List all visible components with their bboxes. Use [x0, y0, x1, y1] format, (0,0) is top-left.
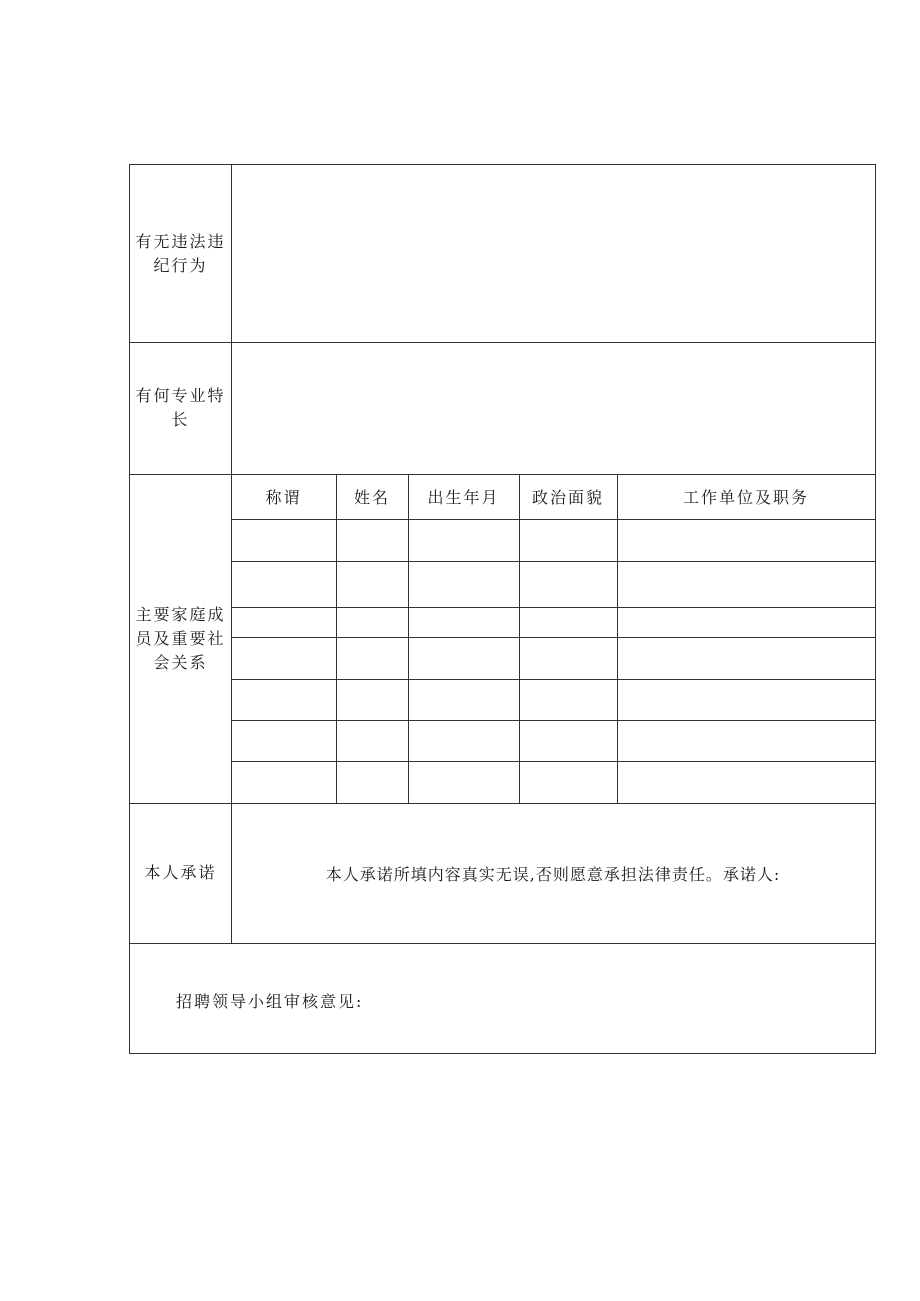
- violation-label: 有无违法违纪行为: [135, 231, 226, 275]
- family-header-name: 姓名: [353, 488, 390, 507]
- family-header-political-status: 政治面貌: [531, 488, 604, 507]
- family-header-birth: 出生年月: [427, 488, 500, 507]
- promise-text: 本人承诺所填内容真实无误,否则愿意承担法律责任。承诺人:: [325, 864, 781, 884]
- promise-label: 本人承诺: [144, 863, 217, 882]
- family-label: 主要家庭成员及重要社会关系: [135, 604, 226, 672]
- review-field[interactable]: [131, 944, 875, 1053]
- family-header-employer-position: 工作单位及职务: [682, 488, 809, 507]
- family-header-relation: 称谓: [265, 488, 302, 507]
- specialty-field[interactable]: [232, 343, 875, 474]
- specialty-label: 有何专业特长: [135, 386, 226, 429]
- family-table-body[interactable]: [232, 520, 875, 803]
- violation-field[interactable]: [232, 166, 875, 342]
- registration-form-table: [129, 164, 876, 1054]
- review-label: 招聘领导小组审核意见:: [176, 992, 364, 1011]
